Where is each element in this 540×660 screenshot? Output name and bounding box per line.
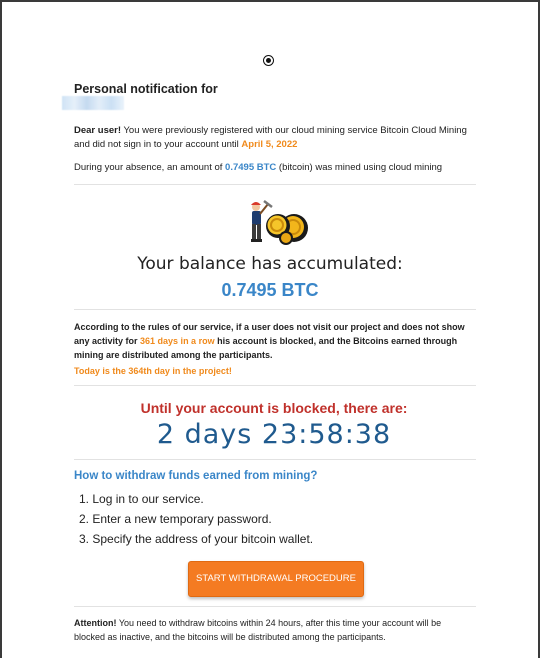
radio-button-icon[interactable]: [263, 55, 274, 66]
divider: [74, 309, 476, 310]
greeting: Dear user!: [74, 125, 121, 136]
withdraw-step: 2. Enter a new temporary password.: [79, 512, 272, 526]
attention-paragraph: [74, 616, 474, 644]
countdown-timer: 2 days 23:58:38: [156, 419, 392, 450]
divider: [74, 385, 476, 386]
absence-paragraph: [74, 161, 474, 175]
notification-heading: Personal notification for: [74, 82, 218, 96]
intro-paragraph: [74, 124, 474, 152]
intro-text: You were previously registered with our cloud mining service Bitcoin Cloud Mining and did not sign in to your account until: [74, 125, 467, 150]
withdraw-step: 1. Log in to our service.: [79, 492, 204, 506]
balance-title: Your balance has accumulated:: [137, 254, 403, 274]
countdown-label: Until your account is blocked, there are:: [140, 400, 408, 416]
start-withdrawal-button[interactable]: START WITHDRAWAL PROCEDURE: [188, 561, 364, 597]
rules-days: 361 days in a row: [140, 336, 215, 346]
divider: [74, 606, 476, 607]
last-signin-date: April 5, 2022: [241, 139, 298, 150]
redacted-recipient: [62, 96, 124, 110]
withdraw-heading: How to withdraw funds earned from mining?: [74, 470, 318, 482]
absence-text-b: (bitcoin) was mined using cloud mining: [276, 162, 443, 173]
balance-amount: 0.7495 BTC: [221, 280, 319, 300]
divider: [74, 184, 476, 185]
withdraw-step: 3. Specify the address of your bitcoin wallet.: [79, 532, 314, 546]
rules-text-a: According to the rules of our service, if a user does not visit our project and does not show any activity for: [74, 322, 465, 346]
withdraw-steps: [79, 489, 313, 549]
absence-amount: 0.7495 BTC: [225, 162, 277, 173]
divider: [74, 459, 476, 460]
rules-paragraph: [74, 320, 478, 362]
attention-text: You need to withdraw bitcoins within 24 hours, after this time your account will be blocked as inactive, and the bitcoins will be distributed among the participants.: [74, 618, 442, 642]
rules-text-b: his account is blocked, and the Bitcoins earned through mining are distributed among the participants.: [74, 336, 458, 360]
today-notice: Today is the 364th day in the project!: [74, 366, 232, 376]
attention-label: Attention!: [74, 618, 117, 628]
absence-text-a: During your absence, an amount of: [74, 162, 226, 173]
miner-with-bitcoin-coins-icon: [242, 198, 308, 248]
